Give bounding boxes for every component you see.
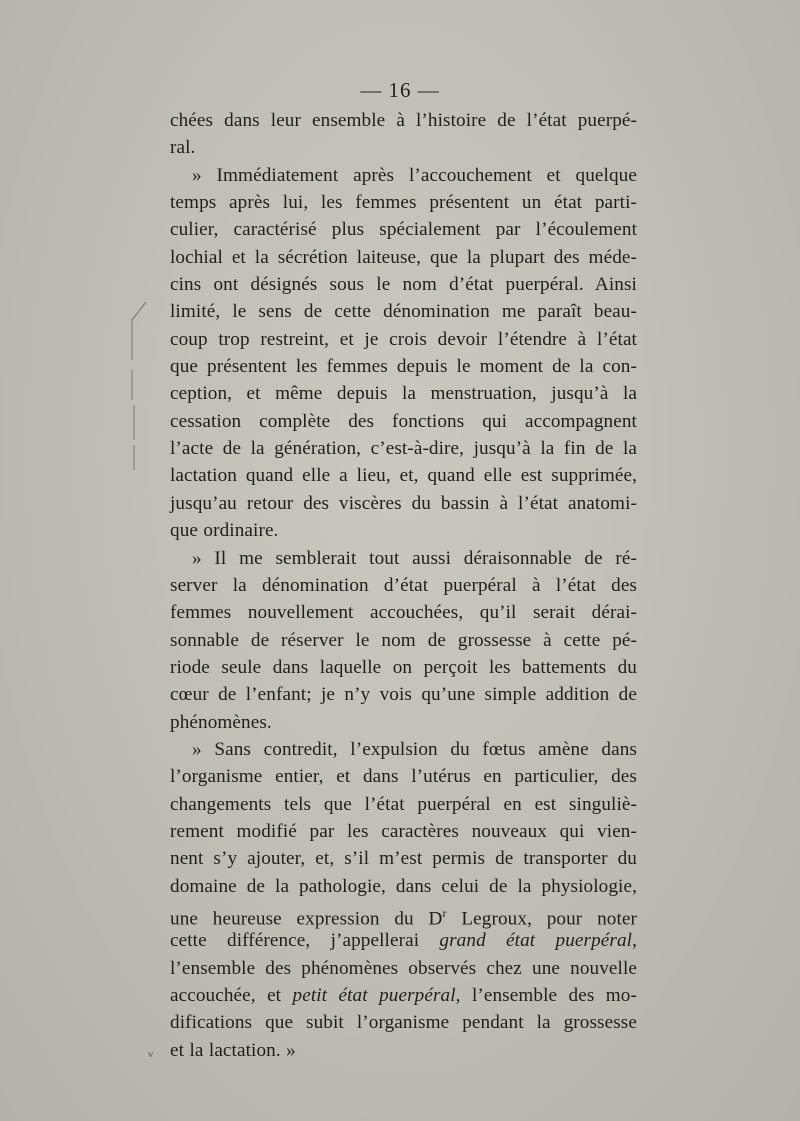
text-run: , [632,930,637,952]
text-line: temps après lui, les femmes présentent un état parti- [170,192,637,214]
text-line: difications que subit l’organisme pendant la grossesse [170,1012,637,1034]
text-line: culier, caractérisé plus spécialement par l’écoulement [170,219,637,241]
text-line: cessation complète des fonctions qui accompagnent [170,410,637,432]
text-line: rement modifié par les caractères nouveaux qui vien- [170,820,637,842]
text-line: » Sans contredit, l’expulsion du fœtus amène dans [192,738,637,760]
text-run: accouchée, et [170,985,293,1006]
text-line: cins ont désignés sous le nom d’état puerpéral. Ainsi [170,274,637,296]
margin-speck: ν [148,1048,153,1060]
text-line: » Immédiatement après l’accouchement et quelque [192,164,637,186]
text-line [170,927,637,954]
text-run: , l’ensemble des mo- [455,985,637,1006]
text-line: jusqu’au retour des viscères du bassin à l’état anatomi- [170,492,637,514]
text-line: l’organisme entier, et dans l’utérus en particulier, des [170,766,637,788]
text-line: chées dans leur ensemble à l’histoire de l’état puerpé- [170,110,637,131]
text-line [170,982,637,1009]
text-line [170,900,637,930]
text-line: l’acte de la génération, c’est-à-dire, jusqu’à la fin de la [170,438,637,460]
text-line: limité, le sens de cette dénomination me paraît beau- [170,301,637,323]
italic-run: grand état puerpéral [439,930,633,952]
text-run: Legroux, pour noter [446,908,637,930]
text-line: l’ensemble des phénomènes observés chez une nouvelle [170,957,637,979]
text-line: sonnable de réserver le nom de grossesse à cette pé- [170,629,637,651]
margin-bracket-mark [128,300,168,480]
body-text [170,107,637,1064]
text-line: lactation quand elle a lieu, et, quand elle est supprimée, [170,465,637,487]
text-line: que présentent les femmes depuis le moment de la con- [170,356,637,378]
text-line: domaine de la pathologie, dans celui de la physiologie, [170,875,637,897]
superscript-run: r [442,905,447,920]
text-line: nent s’y ajouter, et, s’il m’est permis de transporter du [170,848,637,870]
text-line: coup trop restreint, et je crois devoir l’étendre à l’état [170,328,637,350]
text-line: cœur de l’enfant; je n’y vois qu’une simple addition de [170,684,637,706]
text-line: server la dénomination d’état puerpéral à l’état des [170,574,637,596]
text-line: changements tels que l’état puerpéral en est singuliè- [170,793,637,815]
text-line: et la lactation. » [170,1039,296,1061]
text-line: riode seule dans laquelle on perçoit les battements du [170,656,637,678]
text-line: que ordinaire. [170,520,279,542]
page-number: — 16 — [360,78,440,102]
text-run: une heureuse expression du D [170,908,443,930]
italic-run: petit état puerpéral [292,985,456,1006]
text-line: phénomènes. [170,711,272,733]
text-line: femmes nouvellement accouchées, qu’il serait dérai- [170,602,637,624]
text-line: ral. [170,137,196,159]
text-line: lochial et la sécrétion laiteuse, que la plupart des méde- [170,246,637,268]
text-line: ception, et même depuis la menstruation, jusqu’à la [170,383,637,405]
text-run: cette différence, j’appellerai [170,930,440,952]
text-line: » Il me semblerait tout aussi déraisonnable de ré- [192,547,637,569]
